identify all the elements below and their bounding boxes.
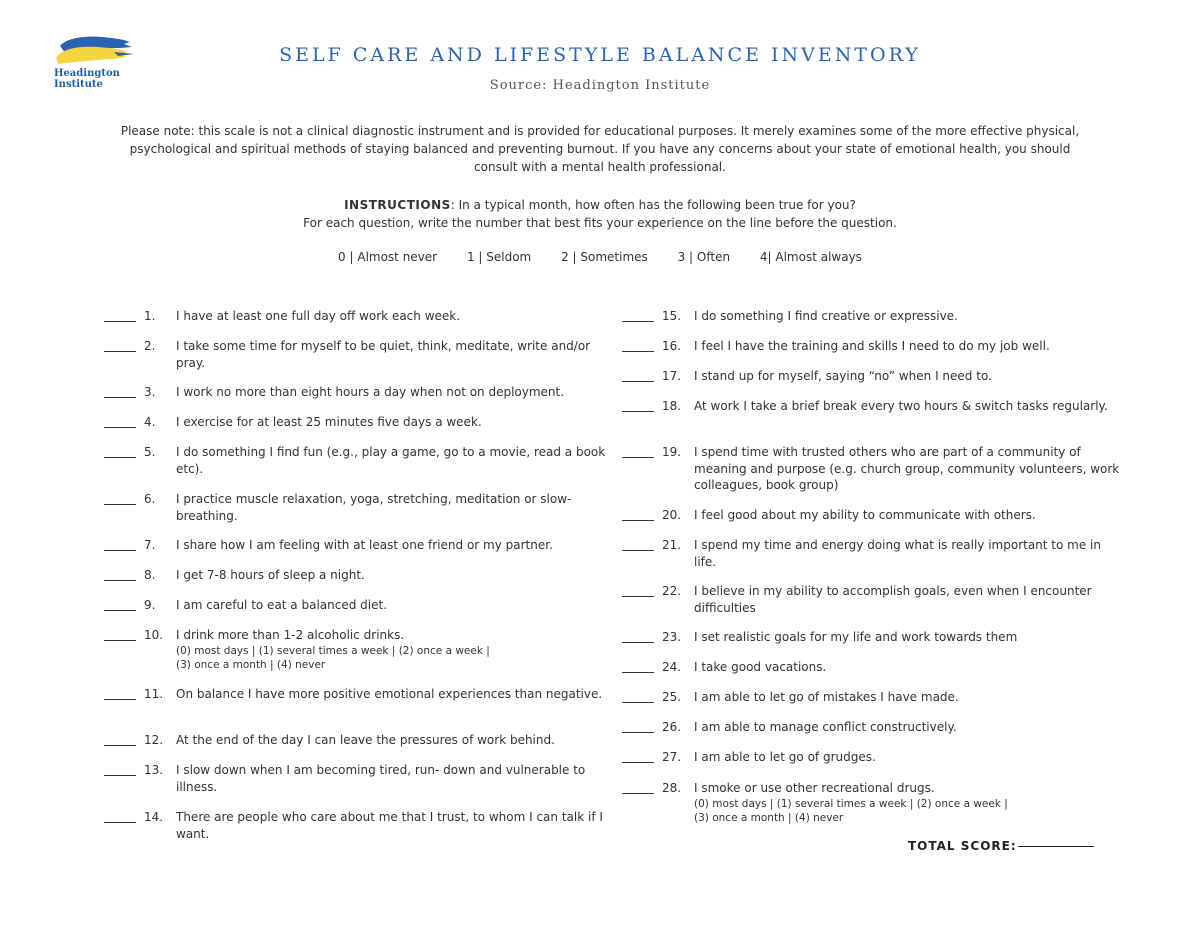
question-number: 22.	[662, 584, 682, 598]
question-text: I do something I find fun (e.g., play a game, go to a movie, read a book etc).	[176, 445, 606, 476]
question-number: 24.	[662, 660, 682, 674]
question-text: I am able to let go of mistakes I have made.	[694, 690, 959, 704]
question-number: 4.	[144, 415, 156, 429]
question-text: I drink more than 1-2 alcoholic drinks.	[176, 628, 405, 642]
question-text: I do something I find creative or expressive.	[694, 309, 958, 323]
question-scale-note: (0) most days | (1) several times a week | (2) once a week |	[176, 644, 490, 657]
disclaimer-note: Please note: this scale is not a clinical diagnostic instrument and is provided for educational purposes. It merely examines some of the more effective physical, psychological and spiritual methods of staying balanced and preventing burnout. If you have any concerns about your state of emotional health, you should consult with a mental health professional.	[120, 124, 1080, 174]
question-text: At the end of the day I can leave the pressures of work behind.	[176, 733, 555, 747]
question-text: I am able to manage conflict constructively.	[694, 720, 957, 734]
question-scale-note: (3) once a month | (4) never	[694, 812, 844, 824]
question-text: I set realistic goals for my life and work towards them	[694, 630, 1018, 644]
question-number: 2.	[144, 339, 156, 353]
question-number: 1.	[144, 309, 156, 323]
scale-option: 1 | Seldom	[466, 250, 532, 264]
question-text: I spend my time and energy doing what is really important to me in life.	[694, 538, 1101, 569]
question-number: 27.	[662, 750, 682, 764]
question-text: I spend time with trusted others who are part of a community of meaning and purpose (e.g. church group, community volunteers, work colleagues, book group)	[694, 445, 1120, 492]
question-text: I exercise for at least 25 minutes five days a week.	[176, 415, 482, 429]
question-text-block	[176, 627, 606, 673]
question-number: 19.	[662, 445, 682, 459]
question-number: 17.	[662, 369, 682, 383]
question-number: 28.	[662, 781, 682, 795]
question-text: I take good vacations.	[694, 660, 827, 674]
scale-option: 3 | Often	[677, 250, 731, 264]
question-text: I slow down when I am becoming tired, run- down and vulnerable to illness.	[176, 763, 586, 794]
total-score-label: TOTAL SCORE:	[908, 839, 1017, 853]
instructions	[0, 196, 1200, 232]
scale-option: 2 | Sometimes	[561, 250, 648, 264]
question-number: 13.	[144, 763, 164, 777]
question-text: At work I take a brief break every two hours & switch tasks regularly.	[694, 399, 1108, 413]
question-text: I smoke or use other recreational drugs.	[694, 781, 935, 795]
scale-option: 0 | Almost never	[338, 250, 438, 264]
question-text: I feel I have the training and skills I need to do my job well.	[694, 339, 1050, 353]
question-number: 8.	[144, 568, 156, 582]
page-subtitle: Source: Headington Institute	[489, 78, 711, 93]
scale-option: 4| Almost always	[759, 250, 862, 264]
question-number: 10.	[144, 628, 164, 642]
instructions-label: INSTRUCTIONS	[344, 198, 451, 212]
question-number: 3.	[144, 385, 156, 399]
question-text: I take some time for myself to be quiet, think, meditate, write and/or pray.	[176, 339, 591, 370]
question-text: I stand up for myself, saying “no” when I need to.	[694, 369, 992, 383]
question-text-block	[694, 780, 1124, 826]
question-number: 6.	[144, 492, 156, 506]
instructions-line2: For each question, write the number that best fits your experience on the line before the question.	[303, 216, 897, 230]
question-number: 12.	[144, 733, 164, 747]
page-title: SELF CARE AND LIFESTYLE BALANCE INVENTORY	[279, 44, 921, 66]
question-number: 11.	[144, 687, 164, 701]
question-text: On balance I have more positive emotional experiences than negative.	[176, 687, 603, 701]
question-scale-note: (3) once a month | (4) never	[176, 659, 326, 671]
question-scale-note: (0) most days | (1) several times a week | (2) once a week |	[694, 797, 1008, 810]
question-text: I am able to let go of grudges.	[694, 750, 876, 764]
question-number: 14.	[144, 810, 164, 824]
question-number: 25.	[662, 690, 682, 704]
question-text: I practice muscle relaxation, yoga, stretching, meditation or slow-breathing.	[176, 492, 572, 523]
logo-text: Headington Institute	[54, 68, 120, 90]
question-number: 9.	[144, 598, 156, 612]
question-number: 18.	[662, 399, 682, 413]
question-text: I share how I am feeling with at least one friend or my partner.	[176, 538, 553, 552]
rating-scale	[0, 250, 1200, 264]
question-number: 21.	[662, 538, 682, 552]
question-text: I have at least one full day off work each week.	[176, 309, 461, 323]
question-number: 23.	[662, 630, 682, 644]
question-number: 20.	[662, 508, 682, 522]
question-text: I get 7-8 hours of sleep a night.	[176, 568, 365, 582]
instructions-text: : In a typical month, how often has the following been true for you?	[450, 198, 856, 212]
question-number: 15.	[662, 309, 682, 323]
question-text: I am careful to eat a balanced diet.	[176, 598, 388, 612]
question-number: 16.	[662, 339, 682, 353]
question-number: 7.	[144, 538, 156, 552]
question-text: I feel good about my ability to communicate with others.	[694, 508, 1036, 522]
question-number: 5.	[144, 445, 156, 459]
question-text: There are people who care about me that I trust, to whom I can talk if I want.	[176, 810, 603, 841]
total-score-blank[interactable]	[1018, 846, 1094, 847]
instructions-line1	[0, 196, 1200, 214]
question-text: I work no more than eight hours a day when not on deployment.	[176, 385, 565, 399]
question-number: 26.	[662, 720, 682, 734]
question-text: I believe in my ability to accomplish goals, even when I encounter difficulties	[694, 584, 1092, 615]
